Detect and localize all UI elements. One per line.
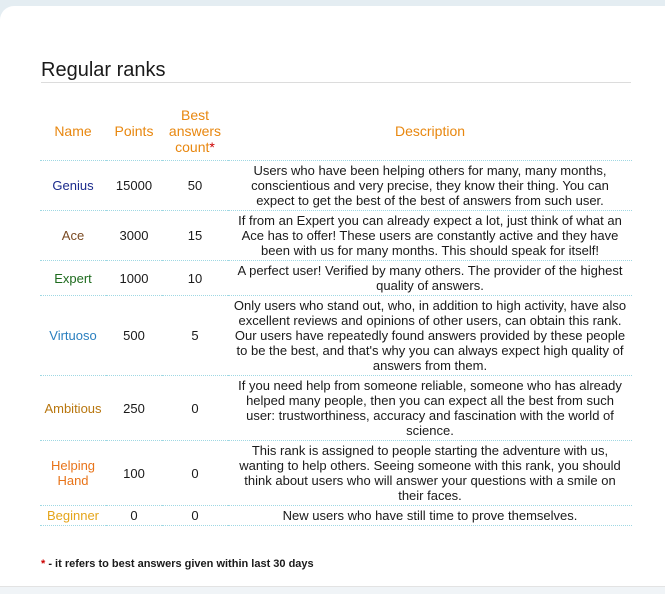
table-row <box>40 296 632 376</box>
rank-description: If you need help from someone reliable, someone who has already helped many people, then you can expect all the best from such user: trustworthiness, accuracy and fascination with the world of science. <box>228 376 632 441</box>
rank-description: A perfect user! Verified by many others. The provider of the highest quality of answers. <box>228 261 632 296</box>
rank-points: 3000 <box>106 211 162 261</box>
rank-best-answers: 0 <box>162 441 228 506</box>
header-description: Description <box>394 123 466 139</box>
rank-points: 500 <box>106 296 162 376</box>
rank-description: New users who have still time to prove themselves. <box>228 506 632 526</box>
rank-points: 250 <box>106 376 162 441</box>
header-best-answers-star: * <box>209 139 215 155</box>
rank-points: 1000 <box>106 261 162 296</box>
footnote-text: - it refers to best answers given within last 30 days <box>45 558 314 570</box>
rank-points: 0 <box>106 506 162 526</box>
header-best-answers-label: Best answers count <box>168 107 222 155</box>
rank-name: Beginner <box>40 506 106 526</box>
table-row <box>40 211 632 261</box>
header-name: Name <box>54 123 92 139</box>
ranks-table-body <box>40 161 632 526</box>
rank-name: Ambitious <box>40 376 106 441</box>
rank-description: Users who have been helping others for many, many months, conscientious and very precise, they know their thing. You can expect to get the best of the best of answers from such user. <box>228 161 632 211</box>
rank-name: Virtuoso <box>40 296 106 376</box>
rank-best-answers: 0 <box>162 506 228 526</box>
rank-best-answers: 0 <box>162 376 228 441</box>
rank-best-answers: 15 <box>162 211 228 261</box>
header-best-answers <box>162 102 228 161</box>
title-divider <box>41 82 631 83</box>
rank-description: If from an Expert you can already expect a lot, just think of what an Ace has to offer! These users are constantly active and they have been with us for many months. This should speak for itself! <box>228 211 632 261</box>
rank-name: Genius <box>40 161 106 211</box>
bottom-divider <box>0 586 665 587</box>
table-row <box>40 161 632 211</box>
rank-points: 15000 <box>106 161 162 211</box>
footnote-star: * <box>41 558 46 570</box>
rank-name: Expert <box>40 261 106 296</box>
rank-best-answers: 50 <box>162 161 228 211</box>
table-row <box>40 376 632 441</box>
rank-name: Helping Hand <box>40 441 106 506</box>
rank-description: Only users who stand out, who, in addition to high activity, have also excellent reviews and opinions of other users, can obtain this rank. Our users have repeatedly found answers provided by these people to be the best, and that's why you can always expect high quality of answers from them. <box>228 296 632 376</box>
rank-name: Ace <box>40 211 106 261</box>
ranks-card <box>0 6 665 586</box>
header-points: Points <box>114 123 154 139</box>
table-row <box>40 506 632 526</box>
section-title: Regular ranks <box>41 59 166 81</box>
rank-description: This rank is assigned to people starting the adventure with us, wanting to help others. Seeing someone with this rank, you should think about users who will answer your questions with a smile on their faces. <box>228 441 632 506</box>
ranks-table <box>40 102 632 526</box>
rank-best-answers: 10 <box>162 261 228 296</box>
rank-points: 100 <box>106 441 162 506</box>
table-row <box>40 441 632 506</box>
rank-best-answers: 5 <box>162 296 228 376</box>
table-row <box>40 261 632 296</box>
footnote <box>41 558 314 570</box>
table-header-row <box>40 102 632 161</box>
